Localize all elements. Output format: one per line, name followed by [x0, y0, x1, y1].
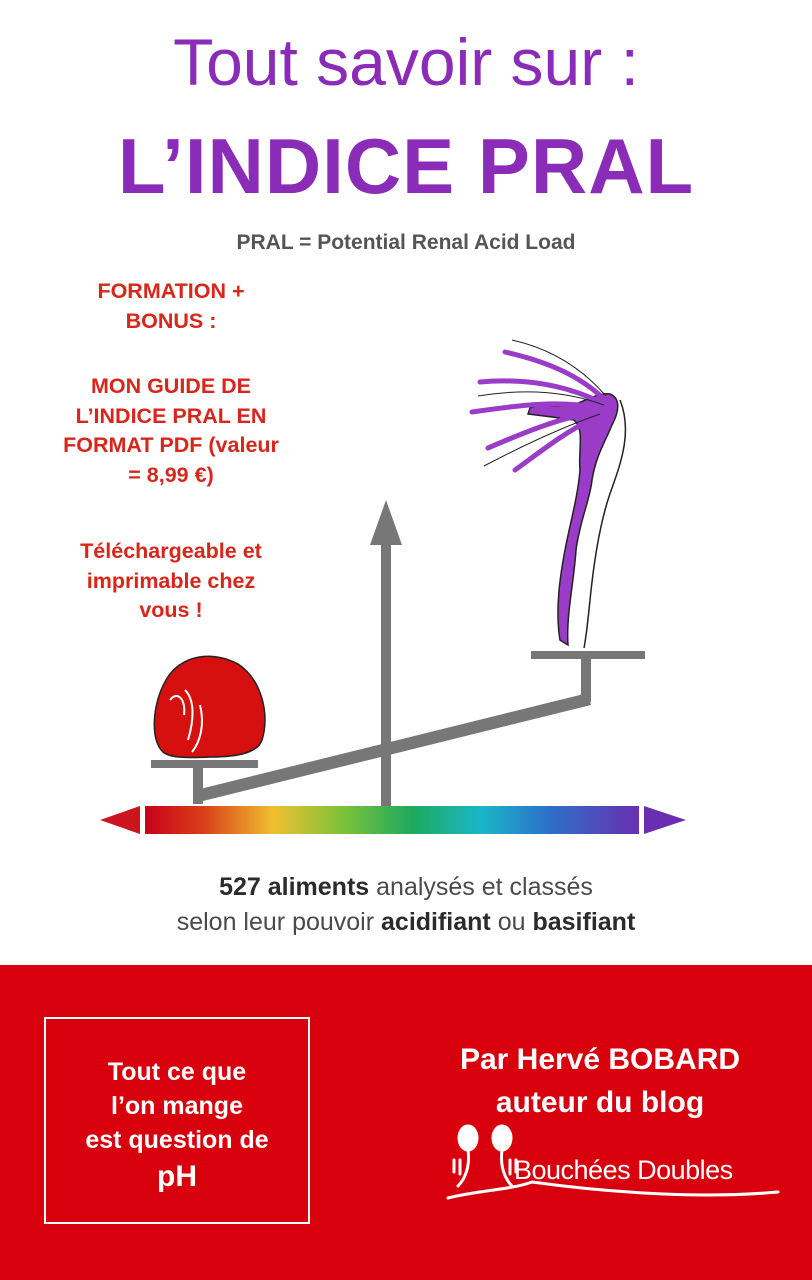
stats-text: [0, 870, 812, 940]
title-line2: L’INDICE PRAL: [117, 122, 695, 210]
stats-middle: analysés et classés: [369, 873, 593, 901]
author-line2: auteur du blog: [495, 1086, 705, 1119]
leaping-figure-icon: [472, 340, 625, 648]
title-line1: Tout savoir sur :: [173, 25, 639, 99]
pral-subtitle: PRAL = Potential Renal Acid Load: [236, 231, 576, 254]
promo-note-line2: imprimable chez: [86, 568, 256, 593]
promo-heading: [12, 277, 330, 336]
ph-balance-illustration: [0, 330, 812, 850]
left-post: [193, 765, 203, 804]
right-platform: [531, 651, 645, 659]
stats-line2: [0, 905, 812, 940]
stats-line2-start: selon leur pouvoir: [176, 908, 382, 936]
author-line1: Par Hervé BOBARD: [459, 1043, 741, 1076]
quote-line2: l’on mange: [111, 1092, 243, 1120]
crouching-figure-icon: [154, 656, 265, 757]
right-post: [581, 658, 591, 702]
promo-heading-line2: BONUS :: [125, 308, 217, 333]
quote-line1: Tout ce que: [107, 1058, 247, 1086]
acid-arrowhead-icon: [100, 806, 140, 834]
up-arrow-icon: [370, 500, 402, 545]
promo-guide-line3: FORMAT PDF (valeur: [63, 433, 279, 457]
spectrum-gradient: [145, 806, 639, 834]
quote-text: [44, 1055, 310, 1197]
blog-name: Bouchées Doubles: [514, 1155, 733, 1185]
promo-heading-line1: FORMATION +: [97, 279, 245, 303]
base-arrowhead-icon: [644, 806, 686, 834]
author-block: [400, 1038, 800, 1124]
stats-line1: [0, 870, 812, 905]
quote-line3: est question de: [85, 1126, 269, 1154]
left-platform: [151, 760, 258, 768]
promo-guide-line4: = 8,99 €): [128, 462, 214, 487]
promo-guide-line2: L’INDICE PRAL EN: [75, 403, 267, 428]
promo-guide-line1: MON GUIDE DE: [90, 374, 252, 398]
stats-count: 527 aliments: [219, 873, 370, 901]
stats-base: basifiant: [532, 908, 636, 936]
promo-note-line3: vous !: [139, 598, 203, 622]
quote-line4: pH: [157, 1160, 197, 1193]
stats-or: ou: [490, 908, 533, 936]
stats-acid: acidifiant: [381, 908, 491, 936]
up-arrow-shaft: [381, 540, 391, 806]
promo-note-line1: Téléchargeable et: [80, 539, 262, 563]
ph-spectrum-bar: [100, 806, 686, 834]
